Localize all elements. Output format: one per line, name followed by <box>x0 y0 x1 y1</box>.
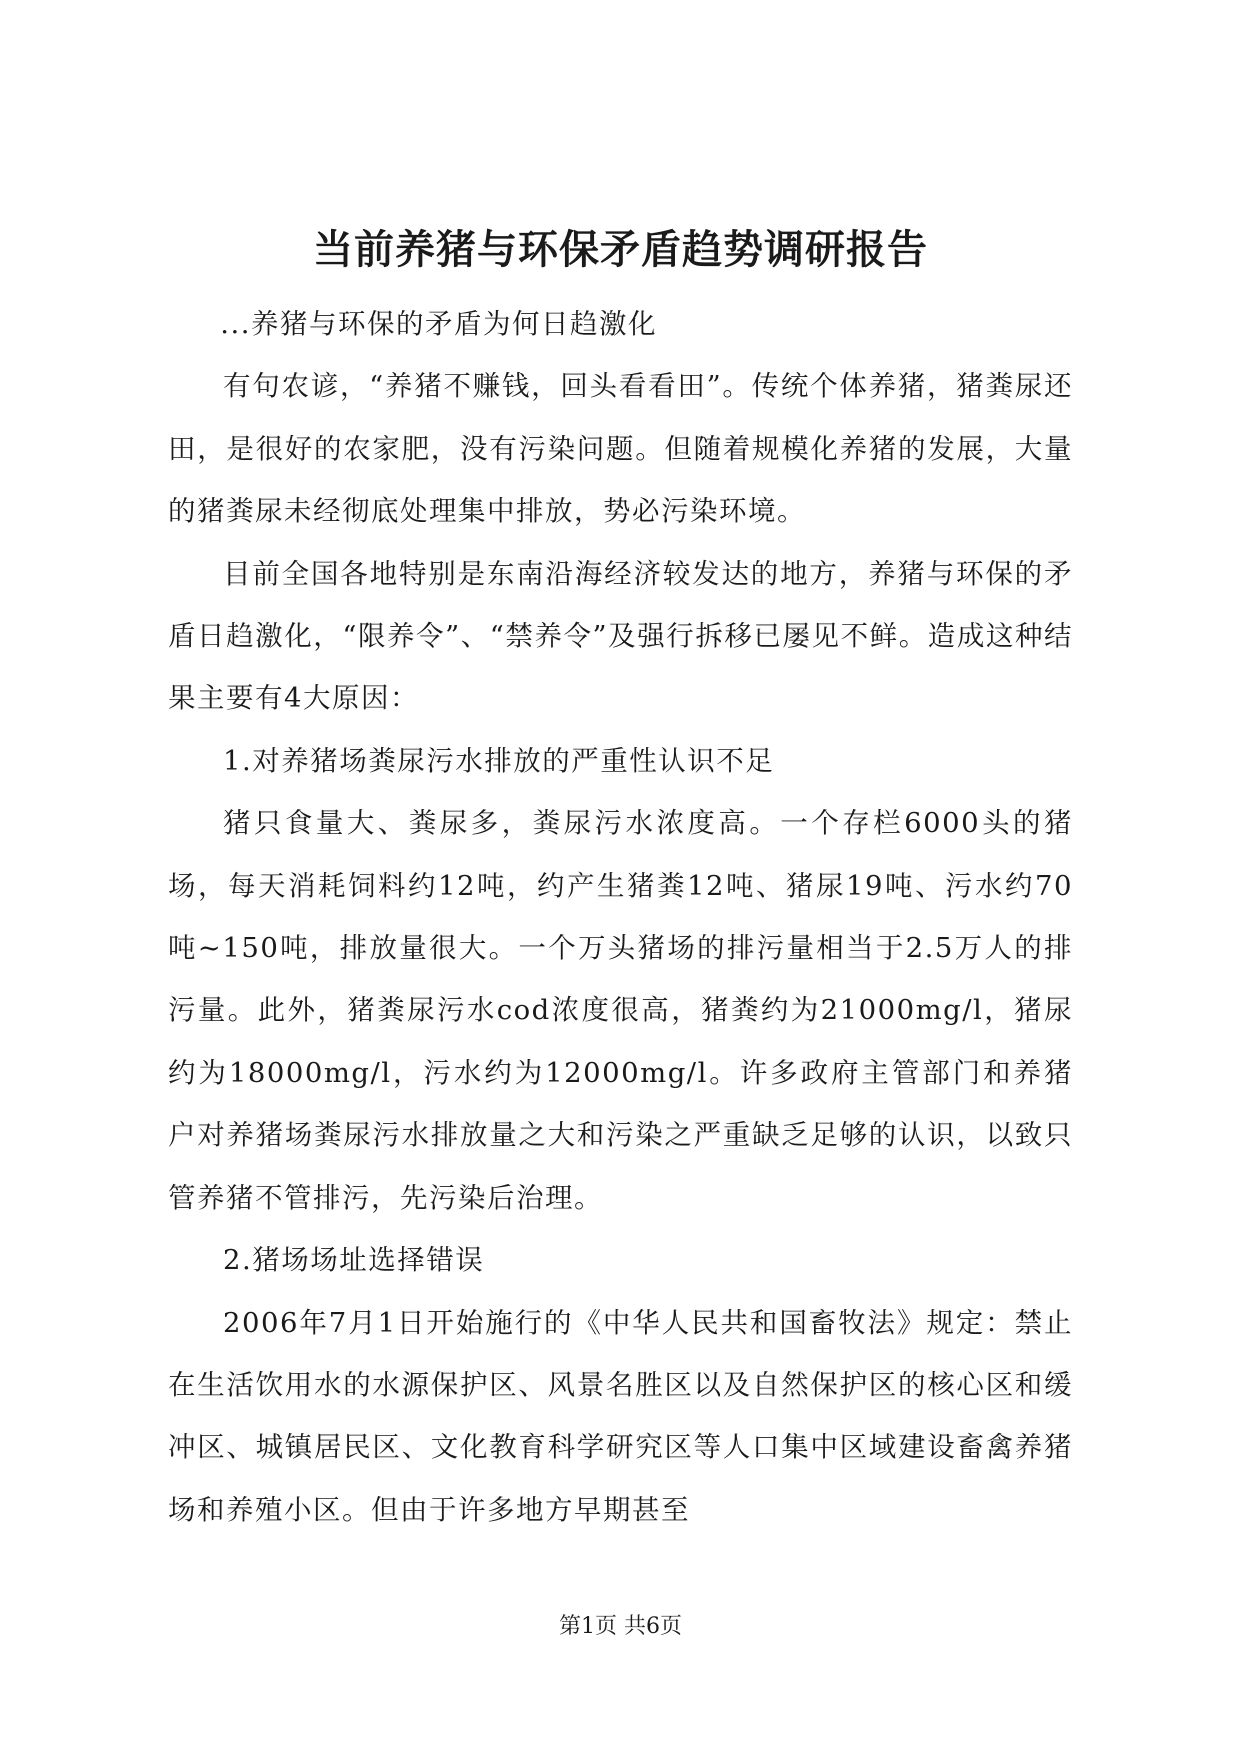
section-heading: 2.猪场场址选择错误 <box>223 1244 485 1277</box>
paragraph: 有句农谚，“养猪不赚钱，回头看看田”。传统个体养猪，猪粪尿还田，是很好的农家肥，没有污染问题。但随着规模化养猪的发展，大量的猪粪尿未经彻底处理集中排放，势必污染环境。 <box>168 370 1073 528</box>
paragraph: 目前全国各地特别是东南沿海经济较发达的地方，养猪与环保的矛盾日趋激化，“限养令”、“禁养令”及强行拆移已屡见不鲜。造成这种结果主要有4大原因： <box>168 557 1073 715</box>
page-number-footer: 第1页 共6页 <box>559 1614 682 1639</box>
document-body <box>168 293 1073 1541</box>
section-heading: 1.对养猪场粪尿污水排放的严重性认识不足 <box>223 744 775 777</box>
paragraph: ...养猪与环保的矛盾为何日趋激化 <box>220 308 657 340</box>
document-title: 当前养猪与环保矛盾趋势调研报告 <box>313 226 928 273</box>
paragraph: 2006年7月1日开始施行的《中华人民共和国畜牧法》规定：禁止在生活饮用水的水源保护区、风景名胜区以及自然保护区的核心区和缓冲区、城镇居民区、文化教育科学研究区等人口集中区域建设畜禽养猪场和养殖小区。但由于许多地方早期甚至 <box>168 1306 1073 1526</box>
paragraph: 猪只食量大、粪尿多，粪尿污水浓度高。一个存栏6000头的猪场，每天消耗饲料约12吨，约产生猪粪12吨、猪尿19吨、污水约70吨~150吨，排放量很大。一个万头猪场的排污量相当于2.5万人的排污量。此外，猪粪尿污水cod浓度很高，猪粪约为21000mg/l，猪尿约为18000mg/l，污水约为12000mg/l。许多政府主管部门和养猪户对养猪场粪尿污水排放量之大和污染之严重缺乏足够的认识，以致只管养猪不管排污，先污染后治理。 <box>168 807 1073 1214</box>
